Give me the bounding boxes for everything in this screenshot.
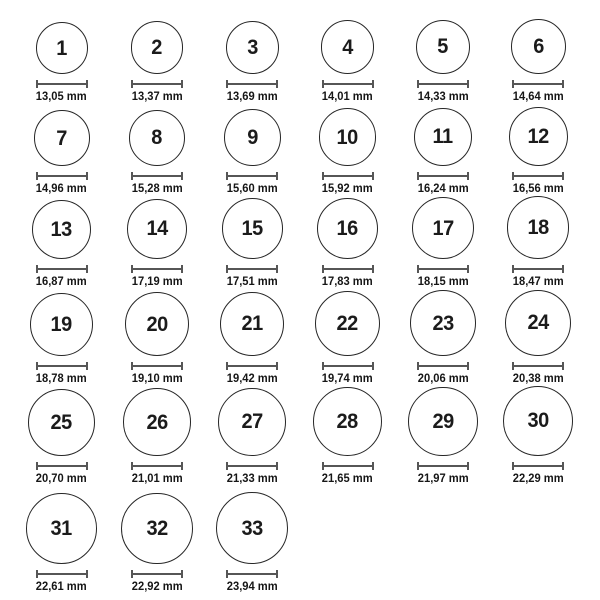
ring-circle <box>313 387 382 456</box>
diameter-dimension-line <box>131 462 183 470</box>
ring-size-item <box>14 293 109 386</box>
diameter-label: 15,28 mm <box>131 183 183 195</box>
ring-size-item <box>109 21 204 104</box>
ring-size-number: 4 <box>342 35 353 59</box>
diameter-dimension-line <box>36 80 88 88</box>
ring-size-item <box>109 388 204 486</box>
ring-size-number: 9 <box>246 126 258 149</box>
diameter-label: 22,29 mm <box>512 473 564 485</box>
diameter-label: 18,78 mm <box>36 373 88 385</box>
ring-size-row <box>0 386 600 486</box>
diameter-dimension-line <box>36 570 88 578</box>
ring-size-item <box>109 292 204 386</box>
diameter-dimension-line <box>417 80 469 88</box>
ring-size-number: 19 <box>51 312 73 336</box>
diameter-label: 14,96 mm <box>36 183 88 195</box>
ring-size-item <box>205 492 300 594</box>
diameter-label: 13,05 mm <box>36 91 88 103</box>
ring-size-row <box>0 104 600 196</box>
ring-size-item <box>205 292 300 387</box>
ring-circle <box>125 292 189 356</box>
ring-size-number: 14 <box>146 217 168 241</box>
ring-circle <box>32 200 92 260</box>
ring-circle <box>511 19 566 74</box>
diameter-dimension-line <box>226 80 278 88</box>
diameter-label: 21,65 mm <box>322 473 373 485</box>
ring-size-number: 7 <box>56 126 67 150</box>
ring-size-number: 16 <box>336 216 359 240</box>
diameter-dimension-line <box>512 362 564 370</box>
diameter-label: 19,42 mm <box>226 373 278 385</box>
ring-size-row <box>0 289 600 386</box>
ring-size-item <box>395 290 490 386</box>
ring-size-item <box>14 200 109 290</box>
ring-size-item <box>490 19 585 104</box>
ring-circle <box>226 21 279 74</box>
diameter-label: 16,24 mm <box>417 183 469 195</box>
diameter-label: 19,10 mm <box>131 373 183 385</box>
ring-size-row <box>0 486 600 594</box>
ring-circle <box>131 21 184 74</box>
ring-size-item <box>300 198 395 289</box>
ring-circle <box>507 196 570 259</box>
ring-size-item <box>14 389 109 486</box>
diameter-label: 13,37 mm <box>131 91 183 103</box>
diameter-label: 18,47 mm <box>512 276 564 288</box>
ring-size-item <box>205 21 300 104</box>
ring-size-item <box>205 388 300 486</box>
ring-size-item <box>109 199 204 289</box>
ring-size-item <box>14 22 109 104</box>
ring-size-item <box>109 493 204 594</box>
diameter-dimension-line <box>131 570 183 578</box>
ring-circle <box>408 387 478 457</box>
diameter-label: 17,19 mm <box>131 276 183 288</box>
ring-circle <box>34 110 90 166</box>
ring-circle <box>36 22 88 74</box>
ring-size-number: 29 <box>432 409 454 433</box>
diameter-dimension-line <box>36 462 88 470</box>
diameter-dimension-line <box>417 265 469 273</box>
diameter-dimension-line <box>417 362 469 370</box>
diameter-dimension-line <box>131 265 183 273</box>
ring-size-number: 27 <box>241 410 263 434</box>
ring-size-item <box>490 290 585 386</box>
ring-size-item <box>14 110 109 196</box>
diameter-label: 16,87 mm <box>36 276 88 288</box>
ring-size-number: 12 <box>527 125 549 149</box>
diameter-dimension-line <box>36 265 88 273</box>
diameter-dimension-line <box>226 570 278 578</box>
ring-size-grid <box>0 12 600 594</box>
ring-size-number: 33 <box>241 516 263 540</box>
diameter-label: 21,01 mm <box>131 473 183 485</box>
ring-size-number: 28 <box>336 410 359 434</box>
diameter-label: 17,51 mm <box>226 276 278 288</box>
diameter-label: 14,64 mm <box>512 91 564 103</box>
ring-size-number: 22 <box>336 311 359 335</box>
diameter-dimension-line <box>512 80 564 88</box>
diameter-dimension-line <box>131 172 183 180</box>
diameter-dimension-line <box>226 265 278 273</box>
ring-size-item <box>395 20 490 105</box>
diameter-dimension-line <box>322 265 374 273</box>
ring-circle <box>218 388 286 456</box>
diameter-label: 21,97 mm <box>417 473 469 485</box>
diameter-label: 14,01 mm <box>322 91 373 103</box>
diameter-dimension-line <box>512 462 564 470</box>
ring-size-number: 1 <box>56 36 67 60</box>
ring-circle <box>216 492 288 564</box>
ring-circle <box>414 108 472 166</box>
ring-size-item <box>490 196 585 289</box>
diameter-label: 19,74 mm <box>322 373 373 385</box>
diameter-label: 23,94 mm <box>226 581 278 593</box>
ring-size-number: 3 <box>246 35 258 59</box>
diameter-label: 15,92 mm <box>322 183 373 195</box>
ring-size-number: 10 <box>336 125 359 149</box>
ring-circle <box>222 198 283 259</box>
ring-size-number: 13 <box>51 217 73 241</box>
ring-size-item <box>395 387 490 487</box>
diameter-dimension-line <box>36 172 88 180</box>
ring-circle <box>224 109 281 166</box>
ring-circle <box>129 110 185 166</box>
ring-size-number: 20 <box>146 312 168 336</box>
ring-circle <box>509 107 568 166</box>
ring-circle <box>410 290 476 356</box>
diameter-dimension-line <box>322 462 374 470</box>
ring-size-item <box>490 107 585 196</box>
ring-size-number: 23 <box>432 311 454 335</box>
ring-size-number: 2 <box>151 36 163 60</box>
ring-size-row <box>0 196 600 289</box>
ring-size-item <box>14 493 109 594</box>
diameter-label: 15,60 mm <box>226 183 278 195</box>
ring-size-item <box>395 108 490 196</box>
diameter-dimension-line <box>322 80 374 88</box>
ring-size-number: 25 <box>51 411 73 434</box>
ring-size-number: 21 <box>241 312 263 336</box>
diameter-label: 14,33 mm <box>417 91 469 103</box>
ring-size-item <box>300 387 395 486</box>
ring-size-number: 26 <box>146 410 168 434</box>
ring-size-number: 5 <box>437 35 449 59</box>
diameter-label: 16,56 mm <box>512 183 564 195</box>
ring-size-item <box>300 108 395 196</box>
ring-size-item <box>205 109 300 196</box>
ring-circle <box>412 197 474 259</box>
ring-size-item <box>109 110 204 196</box>
diameter-label: 13,69 mm <box>226 91 278 103</box>
diameter-dimension-line <box>131 80 183 88</box>
ring-size-number: 6 <box>532 34 544 58</box>
diameter-dimension-line <box>226 362 278 370</box>
ring-size-number: 17 <box>432 216 454 240</box>
diameter-label: 20,06 mm <box>417 373 469 385</box>
diameter-label: 22,61 mm <box>36 581 88 593</box>
diameter-dimension-line <box>322 172 374 180</box>
ring-circle <box>505 290 571 356</box>
ring-size-number: 18 <box>527 216 549 240</box>
ring-circle <box>315 291 380 356</box>
ring-size-number: 11 <box>432 125 453 149</box>
ring-size-number: 30 <box>527 409 549 433</box>
diameter-dimension-line <box>417 462 469 470</box>
ring-size-item <box>395 197 490 289</box>
diameter-label: 22,92 mm <box>131 581 183 593</box>
diameter-dimension-line <box>417 172 469 180</box>
ring-circle <box>317 198 378 259</box>
diameter-label: 17,83 mm <box>322 276 373 288</box>
diameter-dimension-line <box>226 462 278 470</box>
diameter-dimension-line <box>131 362 183 370</box>
diameter-dimension-line <box>512 172 564 180</box>
ring-circle <box>220 292 285 357</box>
ring-size-number: 24 <box>527 311 549 335</box>
ring-size-number: 32 <box>146 516 168 540</box>
diameter-dimension-line <box>226 172 278 180</box>
ring-circle <box>123 388 191 456</box>
diameter-label: 20,70 mm <box>36 473 88 485</box>
ring-size-number: 8 <box>151 126 163 150</box>
ring-size-number: 15 <box>241 217 263 241</box>
ring-size-item <box>490 386 585 486</box>
ring-circle <box>319 108 377 166</box>
diameter-label: 18,15 mm <box>417 276 469 288</box>
ring-circle <box>121 493 192 564</box>
diameter-dimension-line <box>512 265 564 273</box>
ring-size-item <box>300 291 395 386</box>
ring-size-number: 31 <box>51 517 73 541</box>
diameter-dimension-line <box>322 362 374 370</box>
ring-size-row <box>0 12 600 104</box>
ring-circle <box>127 199 187 259</box>
ring-size-item <box>300 20 395 104</box>
ring-circle <box>30 293 93 356</box>
ring-circle <box>321 20 375 74</box>
ring-size-item <box>205 198 300 289</box>
ring-circle <box>26 493 97 564</box>
diameter-label: 21,33 mm <box>226 473 278 485</box>
ring-circle <box>503 386 573 456</box>
ring-circle <box>416 20 471 75</box>
diameter-dimension-line <box>36 362 88 370</box>
diameter-label: 20,38 mm <box>512 373 564 385</box>
ring-circle <box>28 389 95 456</box>
